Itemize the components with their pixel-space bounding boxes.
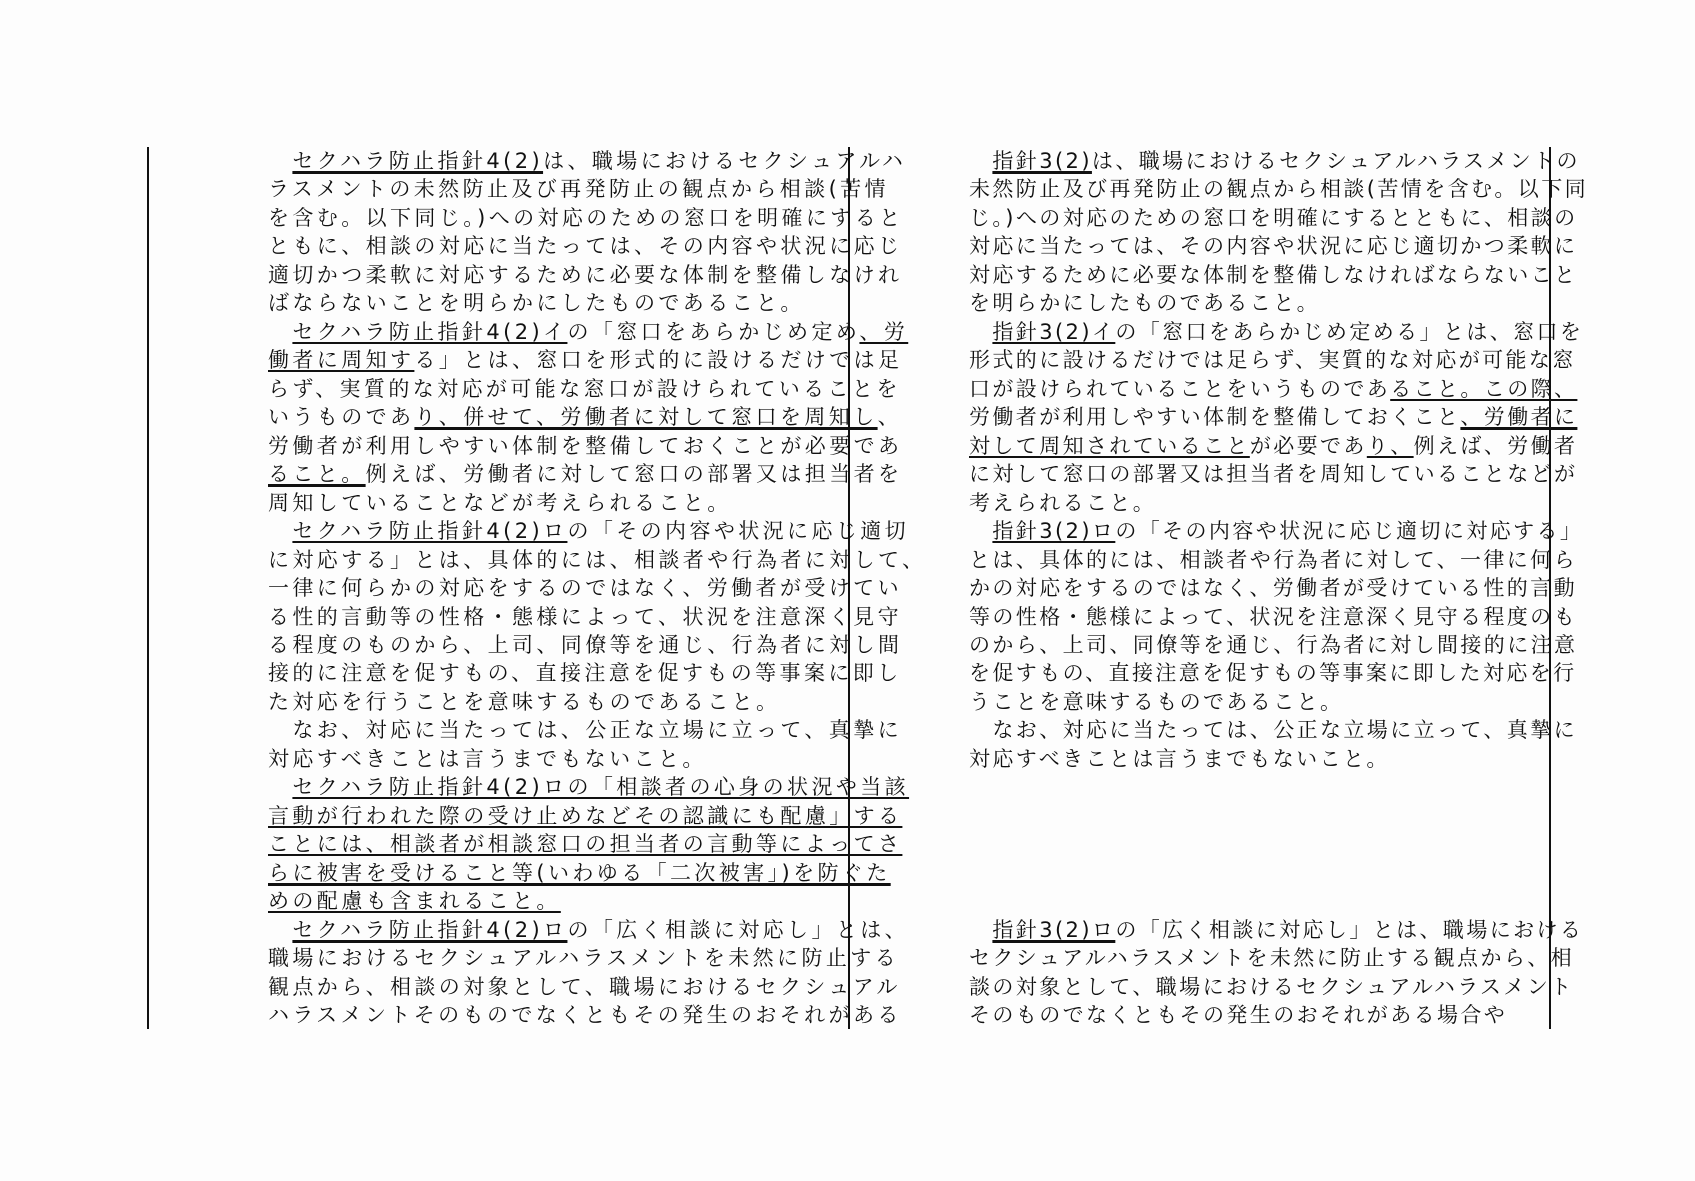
text-segment: 考えられること。 <box>969 490 1157 515</box>
text-segment: 例えば、労働者 <box>1413 433 1578 458</box>
text-segment <box>268 775 292 799</box>
text-line <box>969 432 1578 460</box>
underlined-amendment-text: 、労働者に <box>1460 405 1578 430</box>
text-line <box>268 517 910 545</box>
paragraph <box>268 916 910 1030</box>
paragraph <box>969 916 1584 1030</box>
text-line <box>969 517 1584 545</box>
text-segment: が必要であ <box>1249 433 1367 458</box>
text-segment <box>268 519 292 543</box>
text-segment: セクシュアルハラスメントを未然に防止する観点から、相 <box>969 946 1575 971</box>
text-line <box>969 175 1588 203</box>
text-segment <box>969 149 992 173</box>
text-line <box>268 631 903 659</box>
text-segment: の「窓口をあらかじめ定める」とは、窓口を <box>1115 319 1584 344</box>
underlined-amendment-text: 指針3(2)ロ <box>992 519 1116 544</box>
paragraph <box>268 147 907 318</box>
text-segment: 一律に何らかの対応をするのではなく、労働者が受けてい <box>268 576 902 601</box>
text-line <box>969 232 1578 260</box>
text-line <box>268 887 848 915</box>
text-line <box>268 745 848 773</box>
text-segment: 観点から、相談の対象として、職場におけるセクシュアル <box>268 974 901 999</box>
text-segment: 接的に注意を促すもの、直接注意を促すもの等事案に即し <box>268 661 902 686</box>
text-line <box>969 546 1577 574</box>
underlined-amendment-text: 指針3(2)イ <box>992 319 1116 344</box>
text-line <box>969 147 1580 175</box>
underlined-amendment-text: り、 <box>1366 433 1414 458</box>
text-segment <box>969 320 992 344</box>
text-segment: 労働者が利用しやすい体制を整備しておくこと <box>969 405 1461 430</box>
text-segment: 適切かつ柔軟に対応するために必要な体制を整備しなけれ <box>268 262 903 287</box>
text-segment <box>268 918 292 942</box>
text-segment: る程度のものから、上司、同僚等を通じ、行為者に対し間 <box>268 632 903 657</box>
text-line <box>268 773 910 801</box>
underlined-amendment-text: セクハラ防止指針4(2)イ <box>292 319 568 344</box>
text-segment: とは、具体的には、相談者や行為者に対して、一律に何ら <box>969 547 1577 572</box>
text-line <box>969 204 1578 232</box>
text-line <box>268 261 903 289</box>
text-line <box>268 489 848 517</box>
text-segment: 、 <box>877 405 902 430</box>
text-line <box>268 830 903 858</box>
paragraph <box>969 716 1577 773</box>
paragraph <box>268 773 910 915</box>
text-segment: 形式的に設けるだけでは足らず、実質的な対応が可能な窓 <box>969 348 1576 373</box>
text-line <box>969 289 1549 317</box>
paragraph <box>969 517 1584 716</box>
text-segment <box>969 519 992 543</box>
text-line <box>268 318 909 346</box>
text-segment: 対応に当たっては、その内容や状況に応じ適切かつ柔軟に <box>969 234 1578 259</box>
text-segment: らず、実質的な対応が可能な窓口が設けられていることを <box>268 376 901 401</box>
text-segment: 労働者が利用しやすい体制を整備しておくことが必要であ <box>268 433 903 458</box>
text-line <box>268 688 848 716</box>
left-border-line <box>147 147 149 1029</box>
text-segment: ラスメントの未然防止及び再発防止の観点から相談(苦情 <box>268 177 889 202</box>
paragraph <box>969 147 1588 318</box>
text-line <box>969 403 1578 431</box>
text-segment: に対して窓口の部署又は担当者を周知していることなどが <box>969 462 1578 487</box>
text-segment <box>268 149 292 173</box>
paragraph <box>268 517 927 716</box>
text-segment: 職場におけるセクシュアルハラスメントを未然に防止する <box>268 946 900 971</box>
text-segment: に対応する」とは、具体的には、相談者や行為者に対して、 <box>268 547 927 572</box>
text-line <box>969 1001 1549 1029</box>
text-line <box>268 1001 902 1029</box>
text-segment: うことを意味するものであること。 <box>969 689 1344 714</box>
text-segment: 対応するために必要な体制を整備しなければならないこと <box>969 262 1578 287</box>
text-segment: じ。)への対応のための窓口を明確にするとともに、相談の <box>969 205 1578 230</box>
text-segment: の「その内容や状況に応じ適切 <box>567 519 910 544</box>
text-segment: 対応すべきことは言うまでもないこと。 <box>969 746 1390 771</box>
text-line <box>969 745 1549 773</box>
text-line <box>268 973 901 1001</box>
text-segment: る性的言動等の性格・態様によって、状況を注意深く見守 <box>268 604 902 629</box>
text-line <box>268 659 902 687</box>
text-line <box>969 346 1576 374</box>
text-line <box>268 375 901 403</box>
underlined-amendment-text: セクハラ防止指針4(2)ロ <box>292 519 568 544</box>
underlined-amendment-text: セクハラ防止指針4(2)ロ <box>292 917 568 942</box>
underlined-amendment-text: 指針3(2)ロ <box>992 917 1116 942</box>
text-segment: る」とは、窓口を形式的に設けるだけでは足 <box>414 348 903 373</box>
text-segment: は、職場におけるセクシュアルハ <box>543 149 907 173</box>
text-line <box>268 460 903 488</box>
underlined-amendment-text: 働者に周知す <box>268 348 415 373</box>
paragraph <box>268 318 909 517</box>
underlined-amendment-text: 指針3(2) <box>992 149 1092 173</box>
text-segment: 例えば、労働者に対して窓口の部署又は担当者を <box>365 462 903 487</box>
text-line <box>969 659 1577 687</box>
text-segment: のから、上司、同僚等を通じ、行為者に対し間接的に注意 <box>969 632 1578 657</box>
text-line <box>268 232 903 260</box>
text-segment: ハラスメントそのものでなくともその発生のおそれがある <box>268 1003 902 1028</box>
underlined-amendment-text: セクハラ防止指針4(2) <box>292 149 544 173</box>
text-segment: かの対応をするのではなく、労働者が受けている性的言動 <box>969 576 1577 601</box>
underlined-amendment-text: ること。この際、 <box>1390 376 1578 401</box>
underlined-amendment-text: 言動が行われた際の受け止めなどその認識にも配慮」する <box>268 803 903 828</box>
text-line <box>969 318 1584 346</box>
text-line <box>969 489 1549 517</box>
right-column-text <box>969 147 1588 1030</box>
text-segment: なお、対応に当たっては、公正な立場に立って、真摯に <box>969 718 1577 743</box>
text-line <box>268 147 907 175</box>
text-line <box>969 603 1577 631</box>
underlined-amendment-text: ること。 <box>268 462 366 487</box>
text-line <box>969 688 1549 716</box>
text-line <box>969 460 1578 488</box>
text-segment: 周知していることなどが考えられること。 <box>268 490 732 515</box>
text-segment <box>268 320 292 344</box>
underlined-amendment-text: ことには、相談者が相談窓口の担当者の言動等によってさ <box>268 832 903 857</box>
text-segment: の「その内容や状況に応じ適切に対応する」 <box>1115 519 1584 544</box>
text-line <box>969 916 1584 944</box>
left-column-text <box>268 147 927 1030</box>
underlined-amendment-text: 、労 <box>859 319 909 344</box>
text-line <box>969 631 1578 659</box>
text-segment <box>969 918 992 942</box>
text-line <box>969 375 1578 403</box>
text-line <box>969 574 1577 602</box>
text-segment: の「広く相談に対応し」とは、職場における <box>1115 917 1584 942</box>
text-line <box>969 944 1575 972</box>
underlined-amendment-text: 対して周知されていること <box>969 433 1250 458</box>
text-segment: 口が設けられていることをいうものであ <box>969 376 1391 401</box>
text-segment: 対応すべきことは言うまでもないこと。 <box>268 746 707 771</box>
text-segment: の「窓口をあらかじめ定め <box>567 319 860 344</box>
text-segment: を促すもの、直接注意を促すもの等事案に即した対応を行 <box>969 661 1577 686</box>
text-segment: を明らかにしたものであること。 <box>969 291 1320 316</box>
text-segment: を含む。以下同じ。)への対応のための窓口を明確にすると <box>268 205 904 230</box>
text-line <box>268 546 927 574</box>
text-line <box>268 916 910 944</box>
text-segment: ともに、相談の対応に当たっては、その内容や状況に応じ <box>268 234 903 259</box>
text-line <box>268 346 903 374</box>
text-line <box>268 204 904 232</box>
text-segment: ばならないことを明らかにしたものであること。 <box>268 291 805 316</box>
text-line <box>268 403 902 431</box>
text-segment: の「広く相談に対応し」とは、 <box>567 917 910 942</box>
text-line <box>969 973 1574 1001</box>
paragraph <box>969 318 1584 517</box>
text-segment: 等の性格・態様によって、状況を注意深く見守る程度のも <box>969 604 1577 629</box>
text-line <box>268 716 902 744</box>
underlined-amendment-text: めの配慮も含まれること。 <box>268 889 561 914</box>
text-segment: 未然防止及び再発防止の観点から相談(苦情を含む。以下同 <box>969 177 1588 202</box>
underlined-amendment-text: らに被害を受けること等(いわゆる「二次被害」)を防ぐた <box>268 860 891 885</box>
text-segment: なお、対応に当たっては、公正な立場に立って、真摯に <box>268 718 902 743</box>
text-line <box>268 289 848 317</box>
text-line <box>969 716 1577 744</box>
text-segment: は、職場におけるセクシュアルハラスメントの <box>1091 149 1580 173</box>
text-segment: た対応を行うことを意味するものであること。 <box>268 689 781 714</box>
paragraph <box>268 716 902 773</box>
text-line <box>268 859 891 887</box>
text-segment: そのものでなくともその発生のおそれがある場合や <box>969 1003 1508 1028</box>
underlined-amendment-text: セクハラ防止指針4(2)ロの「相談者の心身の状況や当該 <box>292 775 910 800</box>
text-line <box>268 175 889 203</box>
text-segment: 談の対象として、職場におけるセクシュアルハラスメント <box>969 974 1574 999</box>
text-segment: いうものであ <box>268 405 415 430</box>
underlined-amendment-text: り、併せて、労働者に対して窓口を周知し <box>414 405 878 430</box>
text-line <box>268 944 900 972</box>
text-line <box>268 432 903 460</box>
text-line <box>268 574 902 602</box>
text-line <box>969 261 1578 289</box>
text-line <box>268 603 902 631</box>
text-line <box>268 802 903 830</box>
